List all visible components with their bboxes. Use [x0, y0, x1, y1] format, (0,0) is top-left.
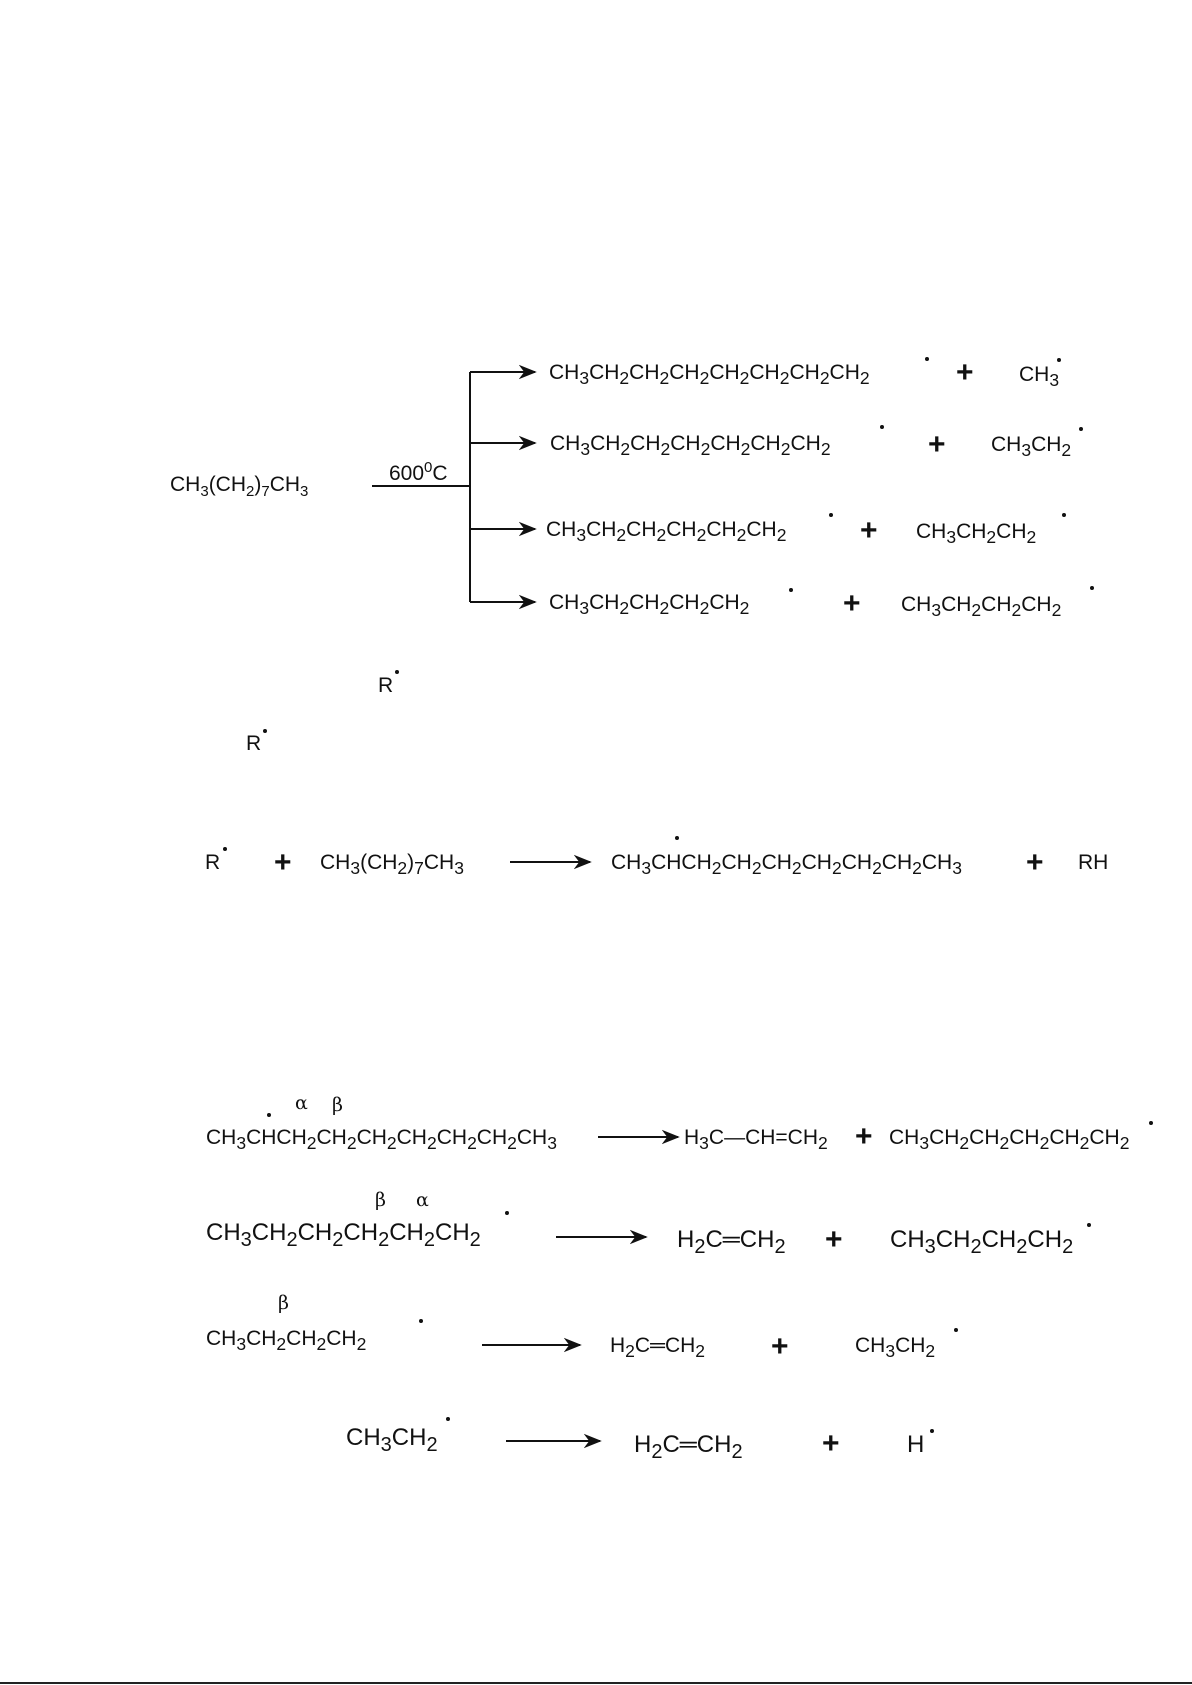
plus-sign: +: [928, 428, 946, 461]
plus-sign: +: [822, 1427, 840, 1460]
alpha-label: α: [416, 1189, 429, 1211]
radical-dot: [925, 357, 929, 361]
scission-3-reactant: $CH_3CH_2CH_2CH_2$: [206, 1327, 367, 1355]
scission-2-reactant: $CH_3CH_2CH_2CH_2CH_2CH_2$: [206, 1219, 481, 1251]
plus-sign: +: [825, 1223, 843, 1256]
scission-1-reactant: $CH_3CHCH_2CH_2CH_2CH_2CH_2CH_2CH_3$: [206, 1126, 557, 1154]
radical-dot: [675, 836, 679, 840]
scission-4-alkene: $H_2C═CH_2$: [634, 1431, 743, 1463]
cracking-product-1-fragment: $CH_3$: [1019, 363, 1060, 391]
beta-label: β: [375, 1189, 386, 1211]
cracking-product-2-radical: $CH_3CH_2CH_2CH_2CH_2CH_2CH_2$: [550, 432, 831, 460]
scission-2-radical: $CH_3CH_2CH_2CH_2$: [890, 1226, 1074, 1258]
cracking-product-1-radical: $CH_3CH_2CH_2CH_2CH_2CH_2CH_2CH_2$: [549, 361, 870, 389]
cracking-product-4-fragment: $CH_3CH_2CH_2CH_2$: [901, 593, 1062, 621]
radical-dot: [223, 847, 227, 851]
abstraction-byproduct: RH: [1078, 851, 1109, 874]
scission-3-alkene: $H_2C═CH_2$: [610, 1334, 706, 1362]
page-bottom-rule: [0, 1682, 1192, 1684]
scission-4-radical: H: [907, 1431, 925, 1458]
cracking-product-2-fragment: $CH_3CH_2$: [991, 433, 1072, 461]
radical-dot: [1079, 427, 1083, 431]
cracking-reactant: $CH_3(CH_2)_7CH_3$: [170, 473, 309, 501]
radical-dot: [395, 670, 399, 674]
radical-dot: [789, 588, 793, 592]
radical-label-r: R: [378, 674, 394, 697]
radical-dot: [1062, 513, 1066, 517]
radical-dot: [419, 1319, 423, 1323]
radical-dot: [446, 1417, 450, 1421]
radical-dot: [1087, 1223, 1091, 1227]
beta-label: β: [278, 1292, 289, 1314]
plus-sign: +: [843, 587, 861, 620]
radical-dot: [880, 425, 884, 429]
radical-dot: [930, 1429, 934, 1433]
plus-sign: +: [956, 356, 974, 389]
plus-sign: +: [855, 1120, 873, 1153]
beta-label: β: [332, 1094, 343, 1116]
radical-dot: [954, 1328, 958, 1332]
abstraction-product: $CH_3CHCH_2CH_2CH_2CH_2CH_2CH_2CH_3$: [611, 851, 962, 879]
cracking-product-3-radical: $CH_3CH_2CH_2CH_2CH_2CH_2$: [546, 518, 787, 546]
radical-dot: [829, 513, 833, 517]
abstraction-reactant: $CH_3(CH_2)_7CH_3$: [320, 851, 464, 879]
radical-dot: [1149, 1121, 1153, 1125]
reaction-condition: $600^0C$: [389, 459, 448, 485]
radical-dot: [505, 1211, 509, 1215]
cracking-product-3-fragment: $CH_3CH_2CH_2$: [916, 520, 1037, 548]
radical-dot: [1057, 358, 1061, 362]
radical-label-r: R: [246, 732, 262, 755]
radical-dot: [263, 729, 267, 733]
plus-sign: +: [771, 1330, 789, 1363]
scission-4-reactant: $CH_3CH_2$: [346, 1424, 438, 1456]
scission-2-alkene: $H_2C═CH_2$: [677, 1226, 786, 1258]
plus-sign: +: [1026, 846, 1044, 879]
plus-sign: +: [274, 846, 292, 879]
scission-1-alkene: $H_3C—CH=CH_2$: [684, 1126, 828, 1154]
scission-1-radical: $CH_3CH_2CH_2CH_2CH_2CH_2$: [889, 1126, 1130, 1154]
cracking-product-4-radical: $CH_3CH_2CH_2CH_2CH_2$: [549, 591, 750, 619]
plus-sign: +: [860, 514, 878, 547]
abstraction-radical: R: [205, 851, 221, 874]
alpha-label: α: [295, 1092, 308, 1114]
scission-3-radical: $CH_3CH_2$: [855, 1334, 936, 1362]
radical-dot: [267, 1113, 271, 1117]
radical-dot: [1090, 586, 1094, 590]
